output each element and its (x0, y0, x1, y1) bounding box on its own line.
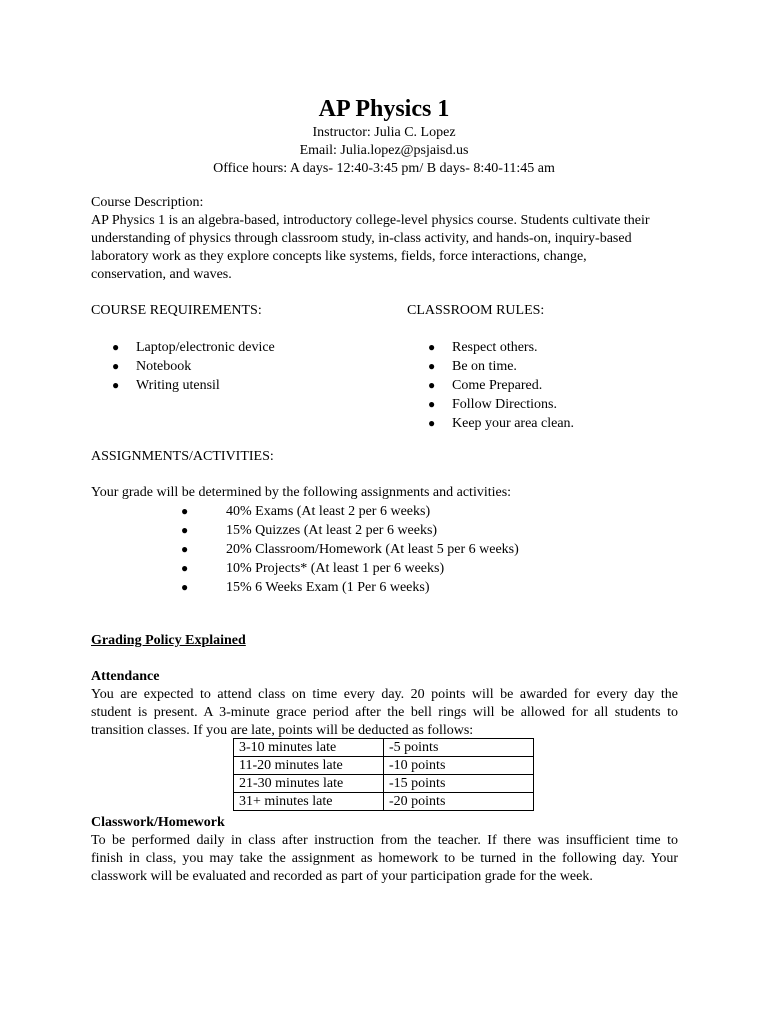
classwork-line: To be performed daily in class after instruction from the teacher. If there was insufficient time to (91, 833, 678, 848)
bullet-icon: ● (428, 378, 436, 392)
bullet-icon: ● (112, 340, 120, 354)
bullet-icon: ● (181, 523, 189, 537)
list-item-text: Keep your area clean. (452, 416, 575, 431)
bullet-icon: ● (428, 359, 436, 373)
list-item-text: 15% Quizzes (At least 2 per 6 weeks) (226, 523, 438, 538)
description-line: laboratory work as they explore concepts like systems, fields, force interactions, change, (91, 249, 587, 264)
description-line: AP Physics 1 is an algebra-based, introductory college-level physics course. Students cultivate their (91, 213, 650, 228)
list-item-text: 20% Classroom/Homework (At least 5 per 6 weeks) (226, 542, 519, 557)
bullet-icon: ● (428, 397, 436, 411)
course-requirements-heading: COURSE REQUIREMENTS: (91, 303, 262, 318)
list-item-text: Be on time. (452, 359, 517, 374)
bullet-icon: ● (181, 561, 189, 575)
description-line: understanding of physics through classroom study, in-class activity, and hands-on, inquiry-based (91, 231, 632, 246)
instructor-line: Instructor: Julia C. Lopez (312, 125, 456, 140)
classroom-rules-heading: CLASSROOM RULES: (407, 303, 545, 318)
bullet-icon: ● (181, 504, 189, 518)
table-cell: 31+ minutes late (234, 793, 384, 811)
office-hours-line: Office hours: A days- 12:40-3:45 pm/ B days- 8:40-11:45 am (213, 161, 555, 176)
bullet-icon: ● (181, 580, 189, 594)
course-description-label: Course Description: (91, 195, 204, 210)
attendance-line: You are expected to attend class on time every day. 20 points will be awarded for every day the (91, 687, 678, 702)
grading-policy-heading: Grading Policy Explained (91, 633, 246, 648)
table-cell: -15 points (384, 775, 534, 793)
table-cell: 3-10 minutes late (234, 739, 384, 757)
page-title: AP Physics 1 (318, 96, 450, 122)
assignments-intro: Your grade will be determined by the following assignments and activities: (91, 485, 512, 500)
classwork-line: finish in class, you may take the assignment as homework to be turned in the following day. Your (91, 851, 678, 866)
course-description-text (91, 212, 678, 284)
bullet-icon: ● (112, 359, 120, 373)
attendance-text (91, 686, 678, 740)
bullet-icon: ● (112, 378, 120, 392)
list-item-text: 10% Projects* (At least 1 per 6 weeks) (226, 561, 445, 576)
document-header (0, 94, 768, 178)
table-row (234, 793, 534, 811)
bullet-icon: ● (181, 542, 189, 556)
attendance-heading: Attendance (91, 669, 160, 684)
table-cell: 11-20 minutes late (234, 757, 384, 775)
list-item-text: Follow Directions. (452, 397, 557, 412)
list-item-text: Writing utensil (136, 378, 220, 393)
table-cell: 21-30 minutes late (234, 775, 384, 793)
classwork-line: classwork will be evaluated and recorded as part of your participation grade for the week. (91, 869, 593, 884)
attendance-line: transition classes. If you are late, points will be deducted as follows: (91, 723, 474, 738)
list-item-text: Notebook (136, 359, 192, 374)
table-row (234, 739, 534, 757)
table-cell: -10 points (384, 757, 534, 775)
late-deduction-table (233, 738, 534, 811)
table-cell: -20 points (384, 793, 534, 811)
email-line: Email: Julia.lopez@psjaisd.us (299, 143, 469, 158)
list-item-text: 15% 6 Weeks Exam (1 Per 6 weeks) (226, 580, 430, 595)
table-row (234, 775, 534, 793)
classwork-heading: Classwork/Homework (91, 815, 225, 830)
assignments-heading: ASSIGNMENTS/ACTIVITIES: (91, 449, 274, 464)
bullet-icon: ● (428, 416, 436, 430)
list-item-text: 40% Exams (At least 2 per 6 weeks) (226, 504, 431, 519)
description-line: conservation, and waves. (91, 267, 232, 282)
classwork-text (91, 832, 678, 886)
list-item-text: Respect others. (452, 340, 538, 355)
list-item-text: Laptop/electronic device (136, 340, 275, 355)
attendance-line: student is present. A 3-minute grace period after the bell rings will be allowed for all students to (91, 705, 678, 720)
bullet-icon: ● (428, 340, 436, 354)
table-cell: -5 points (384, 739, 534, 757)
table-row (234, 757, 534, 775)
list-item-text: Come Prepared. (452, 378, 543, 393)
